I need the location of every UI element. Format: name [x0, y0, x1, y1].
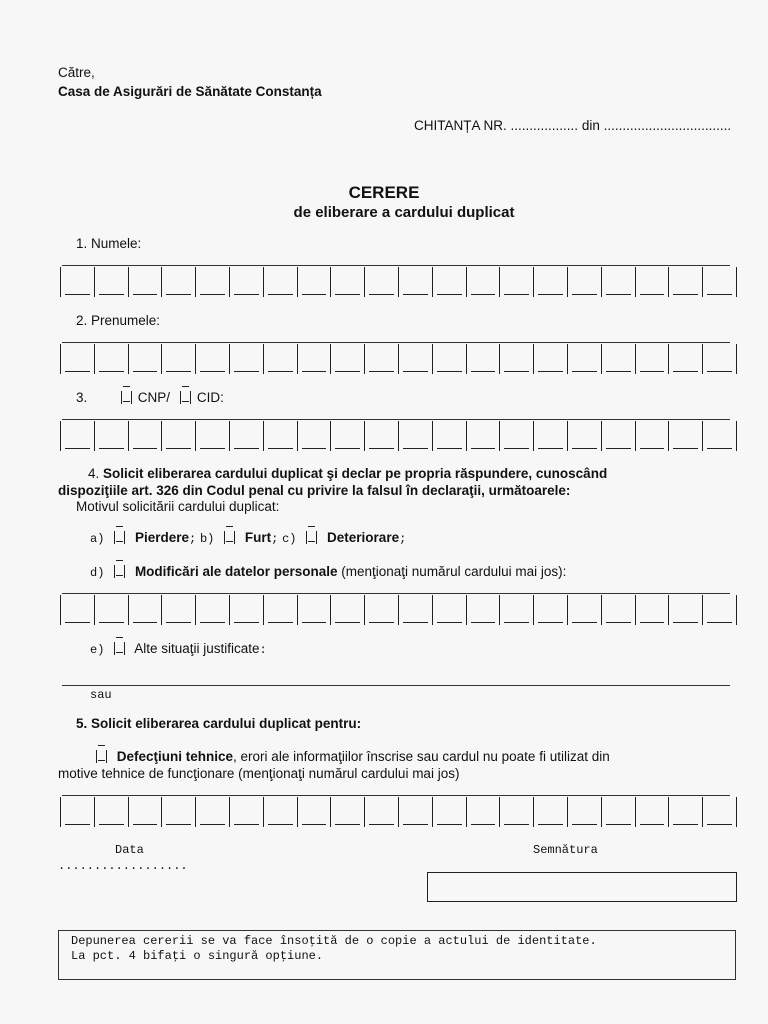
grid-cell[interactable] [263, 797, 297, 827]
grid-cell-underline [65, 824, 90, 825]
grid-cell[interactable] [567, 421, 601, 451]
grid-cell-underline [369, 824, 394, 825]
grid-cell-underline [335, 371, 360, 372]
grid-cell-underline [572, 622, 597, 623]
name-label: 1. Numele: [76, 236, 142, 251]
grid-cell[interactable] [364, 797, 398, 827]
grid-cell[interactable] [466, 344, 500, 374]
option-d-letter: d) [90, 566, 105, 580]
grid-cell[interactable] [601, 595, 635, 625]
modificari-note: (menţionaţi numărul cardului mai jos): [341, 564, 567, 579]
grid-cell-underline [99, 371, 124, 372]
grid-cell[interactable] [635, 595, 669, 625]
grid-cell-underline [234, 622, 259, 623]
grid-cell[interactable] [195, 267, 229, 297]
grid-cell[interactable] [364, 267, 398, 297]
grid-cell[interactable] [94, 344, 128, 374]
grid-cell[interactable] [195, 797, 229, 827]
grid-cell-underline [471, 448, 496, 449]
firstname-label: 2. Prenumele: [76, 313, 161, 328]
deteriorare-checkbox[interactable] [306, 531, 317, 544]
option-b-letter: b) [199, 532, 215, 546]
grid-cell[interactable] [161, 797, 195, 827]
note-line-2: La pct. 4 bifaţi o singură opţiune. [71, 949, 324, 963]
grid-cell-underline [572, 824, 597, 825]
grid-cell-underline [707, 448, 732, 449]
grid-cell[interactable] [466, 267, 500, 297]
cnp-checkbox[interactable] [121, 391, 132, 404]
grid-cell-underline [673, 622, 698, 623]
grid-cell[interactable] [668, 344, 702, 374]
grid-cell-underline [640, 622, 665, 623]
section4-number: 4. [88, 466, 100, 481]
grid-cell-underline [471, 371, 496, 372]
grid-cell-underline [640, 294, 665, 295]
grid-cell[interactable] [60, 797, 94, 827]
grid-cell[interactable] [195, 421, 229, 451]
grid-cell-underline [707, 622, 732, 623]
grid-cell-underline [673, 294, 698, 295]
cnp-label: CNP/ [137, 390, 171, 405]
grid-cell-underline [403, 294, 428, 295]
grid-cell[interactable] [128, 267, 162, 297]
grid-cell[interactable] [263, 344, 297, 374]
note-topline [59, 930, 735, 931]
grid-cell[interactable] [635, 421, 669, 451]
receipt-date-field[interactable]: .................................. [603, 118, 732, 133]
grid-cell[interactable] [94, 797, 128, 827]
document-title: CERERE [348, 183, 420, 202]
grid-cell[interactable] [94, 595, 128, 625]
grid-cell-underline [234, 294, 259, 295]
defectiuni-checkbox[interactable] [96, 750, 107, 763]
date-field[interactable]: .................. [58, 859, 188, 873]
grid-cell[interactable] [330, 797, 364, 827]
grid-cell-underline [572, 371, 597, 372]
signature-box[interactable] [427, 872, 737, 902]
grid-cell[interactable] [702, 595, 737, 625]
grid-cell[interactable] [398, 421, 432, 451]
grid-cell-underline [606, 371, 631, 372]
grid-cell-underline [572, 294, 597, 295]
grid-cell-underline [504, 371, 529, 372]
grid-cell-underline [606, 824, 631, 825]
receipt-from-label: din [581, 118, 600, 133]
grid-cell[interactable] [432, 421, 466, 451]
grid-cell[interactable] [297, 267, 331, 297]
grid-cell[interactable] [263, 595, 297, 625]
grid-cell-underline [166, 294, 191, 295]
grid-cell-underline [65, 622, 90, 623]
grid-cell-underline [538, 622, 563, 623]
grid-cell[interactable] [330, 267, 364, 297]
note-line-1: Depunerea cererii se va face însoţită de o copie a actului de identitate. [71, 934, 597, 948]
receipt-line [414, 118, 731, 133]
grid-cell[interactable] [161, 595, 195, 625]
grid-cell[interactable] [601, 421, 635, 451]
grid-cell-underline [268, 622, 293, 623]
grid-cell-underline [403, 448, 428, 449]
grid-cell-underline [504, 622, 529, 623]
grid-cell-underline [65, 294, 90, 295]
grid-cell-underline [437, 371, 462, 372]
cid-label: CID: [196, 390, 224, 405]
grid-cell-underline [302, 824, 327, 825]
defectiuni-label: Defecţiuni tehnice [116, 749, 234, 764]
grid-cell-underline [538, 448, 563, 449]
grid-cell-underline [403, 824, 428, 825]
id-row [76, 390, 224, 405]
grid-cell-underline [640, 824, 665, 825]
grid-cell[interactable] [668, 421, 702, 451]
grid-cell[interactable] [533, 267, 567, 297]
grid-cell[interactable] [297, 421, 331, 451]
card-5-topline [62, 795, 730, 796]
modificari-checkbox[interactable] [114, 565, 125, 578]
grid-cell-underline [268, 371, 293, 372]
grid-cell-underline [369, 294, 394, 295]
grid-cell-underline [538, 294, 563, 295]
addressee-institution: Casa de Asigurări de Sănătate Constanța [58, 84, 322, 99]
grid-cell-underline [437, 448, 462, 449]
grid-cell-underline [403, 371, 428, 372]
grid-cell[interactable] [94, 421, 128, 451]
grid-cell-underline [133, 448, 158, 449]
defectiuni-text-1: , erori ale informaţiilor înscrise sau cardul nu poate fi utilizat din [233, 749, 610, 764]
grid-cell-underline [369, 371, 394, 372]
grid-cell-underline [606, 448, 631, 449]
grid-cell-underline [369, 448, 394, 449]
reason-label: Motivul solicitării cardului duplicat: [76, 499, 280, 514]
grid-cell[interactable] [263, 267, 297, 297]
grid-cell-underline [640, 448, 665, 449]
grid-cell[interactable] [601, 797, 635, 827]
grid-cell[interactable] [229, 421, 263, 451]
grid-cell[interactable] [533, 595, 567, 625]
grid-cell-underline [200, 294, 225, 295]
option-c-letter: c) [282, 532, 297, 546]
grid-cell-underline [302, 371, 327, 372]
grid-cell-underline [369, 622, 394, 623]
grid-cell-underline [99, 294, 124, 295]
grid-cell[interactable] [60, 344, 94, 374]
option-e-row: e) Alte situaţii justificate: [90, 641, 267, 657]
grid-cell[interactable] [567, 267, 601, 297]
or-label: sau [90, 688, 112, 702]
section5-heading: 5. Solicit eliberarea cardului duplicat pentru: [76, 716, 362, 731]
grid-cell[interactable] [702, 344, 737, 374]
receipt-number-field[interactable]: .................. [510, 118, 579, 133]
grid-cell-underline [335, 448, 360, 449]
pierdere-label: Pierdere [134, 530, 189, 545]
furt-checkbox[interactable] [224, 531, 235, 544]
grid-cell[interactable] [499, 421, 533, 451]
deteriorare-label: Deteriorare [327, 530, 400, 545]
grid-cell[interactable] [229, 595, 263, 625]
grid-cell[interactable] [128, 797, 162, 827]
name-topline [62, 265, 730, 266]
grid-cell-underline [133, 824, 158, 825]
grid-cell-underline [99, 824, 124, 825]
grid-cell-underline [302, 448, 327, 449]
option-d-row [90, 564, 566, 580]
grid-cell[interactable] [635, 344, 669, 374]
name-grid[interactable] [60, 267, 736, 297]
id-number: 3. [76, 390, 88, 405]
grid-cell[interactable] [330, 595, 364, 625]
grid-cell[interactable] [702, 267, 737, 297]
option-e-letter: e) [90, 643, 105, 657]
grid-cell-underline [234, 371, 259, 372]
grid-cell[interactable] [702, 421, 737, 451]
grid-cell[interactable] [432, 797, 466, 827]
grid-cell-underline [200, 824, 225, 825]
signature-topline [428, 872, 736, 873]
grid-cell[interactable] [398, 595, 432, 625]
grid-cell[interactable] [128, 421, 162, 451]
grid-cell-underline [65, 371, 90, 372]
grid-cell-underline [133, 371, 158, 372]
grid-cell[interactable] [668, 797, 702, 827]
receipt-label: CHITANȚA NR. [414, 118, 507, 133]
grid-cell[interactable] [364, 344, 398, 374]
grid-cell[interactable] [466, 797, 500, 827]
section4-line1 [88, 466, 607, 481]
grid-cell[interactable] [128, 595, 162, 625]
grid-cell[interactable] [432, 344, 466, 374]
grid-cell-underline [673, 824, 698, 825]
grid-cell[interactable] [466, 421, 500, 451]
firstname-topline [62, 342, 730, 343]
alte-situatii-line[interactable] [62, 685, 730, 686]
furt-label: Furt [244, 530, 272, 545]
grid-cell-underline [200, 448, 225, 449]
grid-cell-underline [504, 824, 529, 825]
grid-cell-underline [268, 448, 293, 449]
grid-cell-underline [471, 824, 496, 825]
grid-cell[interactable] [330, 421, 364, 451]
grid-cell[interactable] [635, 797, 669, 827]
grid-cell-underline [437, 294, 462, 295]
grid-cell[interactable] [161, 344, 195, 374]
grid-cell[interactable] [364, 595, 398, 625]
id-grid[interactable] [60, 421, 736, 451]
grid-cell[interactable] [128, 344, 162, 374]
grid-cell-underline [572, 448, 597, 449]
grid-cell-underline [166, 824, 191, 825]
grid-cell-underline [707, 371, 732, 372]
grid-cell-underline [166, 448, 191, 449]
grid-cell[interactable] [161, 421, 195, 451]
grid-cell-underline [166, 371, 191, 372]
grid-cell-underline [403, 622, 428, 623]
signature-label: Semnătura [533, 843, 598, 857]
grid-cell[interactable] [60, 595, 94, 625]
grid-cell[interactable] [567, 797, 601, 827]
section4-statement-2: dispoziţiile art. 326 din Codul penal cu privire la falsul în declaraţii, următoarele: [58, 483, 571, 498]
grid-cell-underline [673, 448, 698, 449]
option-a-letter: a) [90, 532, 105, 546]
grid-cell[interactable] [330, 344, 364, 374]
grid-cell-underline [437, 622, 462, 623]
grid-cell-underline [335, 294, 360, 295]
cid-checkbox[interactable] [180, 391, 191, 404]
grid-cell-underline [437, 824, 462, 825]
id-topline [62, 419, 730, 420]
grid-cell-underline [606, 294, 631, 295]
grid-cell-underline [504, 448, 529, 449]
grid-cell[interactable] [499, 267, 533, 297]
grid-cell-underline [133, 622, 158, 623]
note-bottomline [59, 979, 735, 980]
grid-cell[interactable] [533, 421, 567, 451]
grid-cell-underline [504, 294, 529, 295]
grid-cell-underline [302, 622, 327, 623]
grid-cell[interactable] [60, 267, 94, 297]
section4-statement-1: Solicit eliberarea cardului duplicat şi declar pe propria răspundere, cunoscând [103, 466, 608, 481]
modificari-label: Modificări ale datelor personale [134, 564, 338, 579]
grid-cell-underline [640, 371, 665, 372]
grid-cell[interactable] [668, 267, 702, 297]
grid-cell[interactable] [499, 595, 533, 625]
addressee-to: Către, [58, 65, 95, 80]
grid-cell[interactable] [533, 797, 567, 827]
grid-cell-underline [538, 824, 563, 825]
grid-cell-underline [166, 622, 191, 623]
alte-situatii-label: Alte situaţii justificate [134, 641, 260, 656]
grid-cell-underline [302, 294, 327, 295]
grid-cell[interactable] [702, 797, 737, 827]
grid-cell[interactable] [533, 344, 567, 374]
options-abc: a) Pierdere; b) Furt; c) Deteriorare; [90, 530, 407, 546]
grid-cell-underline [99, 448, 124, 449]
grid-cell-underline [65, 448, 90, 449]
grid-cell[interactable] [229, 797, 263, 827]
grid-cell-underline [99, 622, 124, 623]
signature-bottomline [428, 901, 736, 902]
defectiuni-text-2: motive tehnice de funcţionare (menţionaţi numărul cardului mai jos) [58, 766, 460, 781]
grid-cell-underline [268, 294, 293, 295]
grid-cell-underline [133, 294, 158, 295]
date-label: Data [115, 843, 144, 857]
card-number-grid-d[interactable] [60, 595, 736, 625]
grid-cell[interactable] [567, 344, 601, 374]
grid-cell[interactable] [466, 595, 500, 625]
grid-cell[interactable] [229, 267, 263, 297]
grid-cell[interactable] [668, 595, 702, 625]
grid-cell-underline [673, 371, 698, 372]
grid-cell-underline [200, 622, 225, 623]
grid-cell[interactable] [432, 595, 466, 625]
grid-cell[interactable] [195, 344, 229, 374]
grid-cell[interactable] [635, 267, 669, 297]
grid-cell-underline [335, 824, 360, 825]
grid-cell[interactable] [297, 797, 331, 827]
grid-cell[interactable] [364, 421, 398, 451]
grid-cell[interactable] [499, 797, 533, 827]
grid-cell-underline [606, 622, 631, 623]
grid-cell-underline [268, 824, 293, 825]
grid-cell-underline [234, 448, 259, 449]
pierdere-checkbox[interactable] [114, 531, 125, 544]
grid-cell-underline [200, 371, 225, 372]
grid-cell-underline [471, 622, 496, 623]
grid-cell[interactable] [161, 267, 195, 297]
grid-cell-underline [335, 622, 360, 623]
grid-cell[interactable] [94, 267, 128, 297]
grid-cell[interactable] [60, 421, 94, 451]
grid-cell-underline [234, 824, 259, 825]
card-d-topline [62, 593, 730, 594]
note-box [58, 930, 736, 980]
grid-cell[interactable] [567, 595, 601, 625]
firstname-grid[interactable] [60, 344, 736, 374]
grid-cell[interactable] [601, 344, 635, 374]
alte-situatii-checkbox[interactable] [114, 642, 125, 655]
grid-cell[interactable] [263, 421, 297, 451]
card-number-grid-5[interactable] [60, 797, 736, 827]
grid-cell[interactable] [499, 344, 533, 374]
grid-cell[interactable] [195, 595, 229, 625]
grid-cell-underline [707, 294, 732, 295]
grid-cell[interactable] [432, 267, 466, 297]
grid-cell[interactable] [297, 595, 331, 625]
grid-cell-underline [707, 824, 732, 825]
grid-cell-underline [471, 294, 496, 295]
grid-cell[interactable] [398, 344, 432, 374]
grid-cell[interactable] [398, 267, 432, 297]
section5-line1 [90, 749, 610, 764]
document-subtitle: de eliberare a cardului duplicat [293, 204, 515, 221]
grid-cell[interactable] [297, 344, 331, 374]
grid-cell-underline [538, 371, 563, 372]
grid-cell[interactable] [398, 797, 432, 827]
grid-cell[interactable] [601, 267, 635, 297]
grid-cell[interactable] [229, 344, 263, 374]
